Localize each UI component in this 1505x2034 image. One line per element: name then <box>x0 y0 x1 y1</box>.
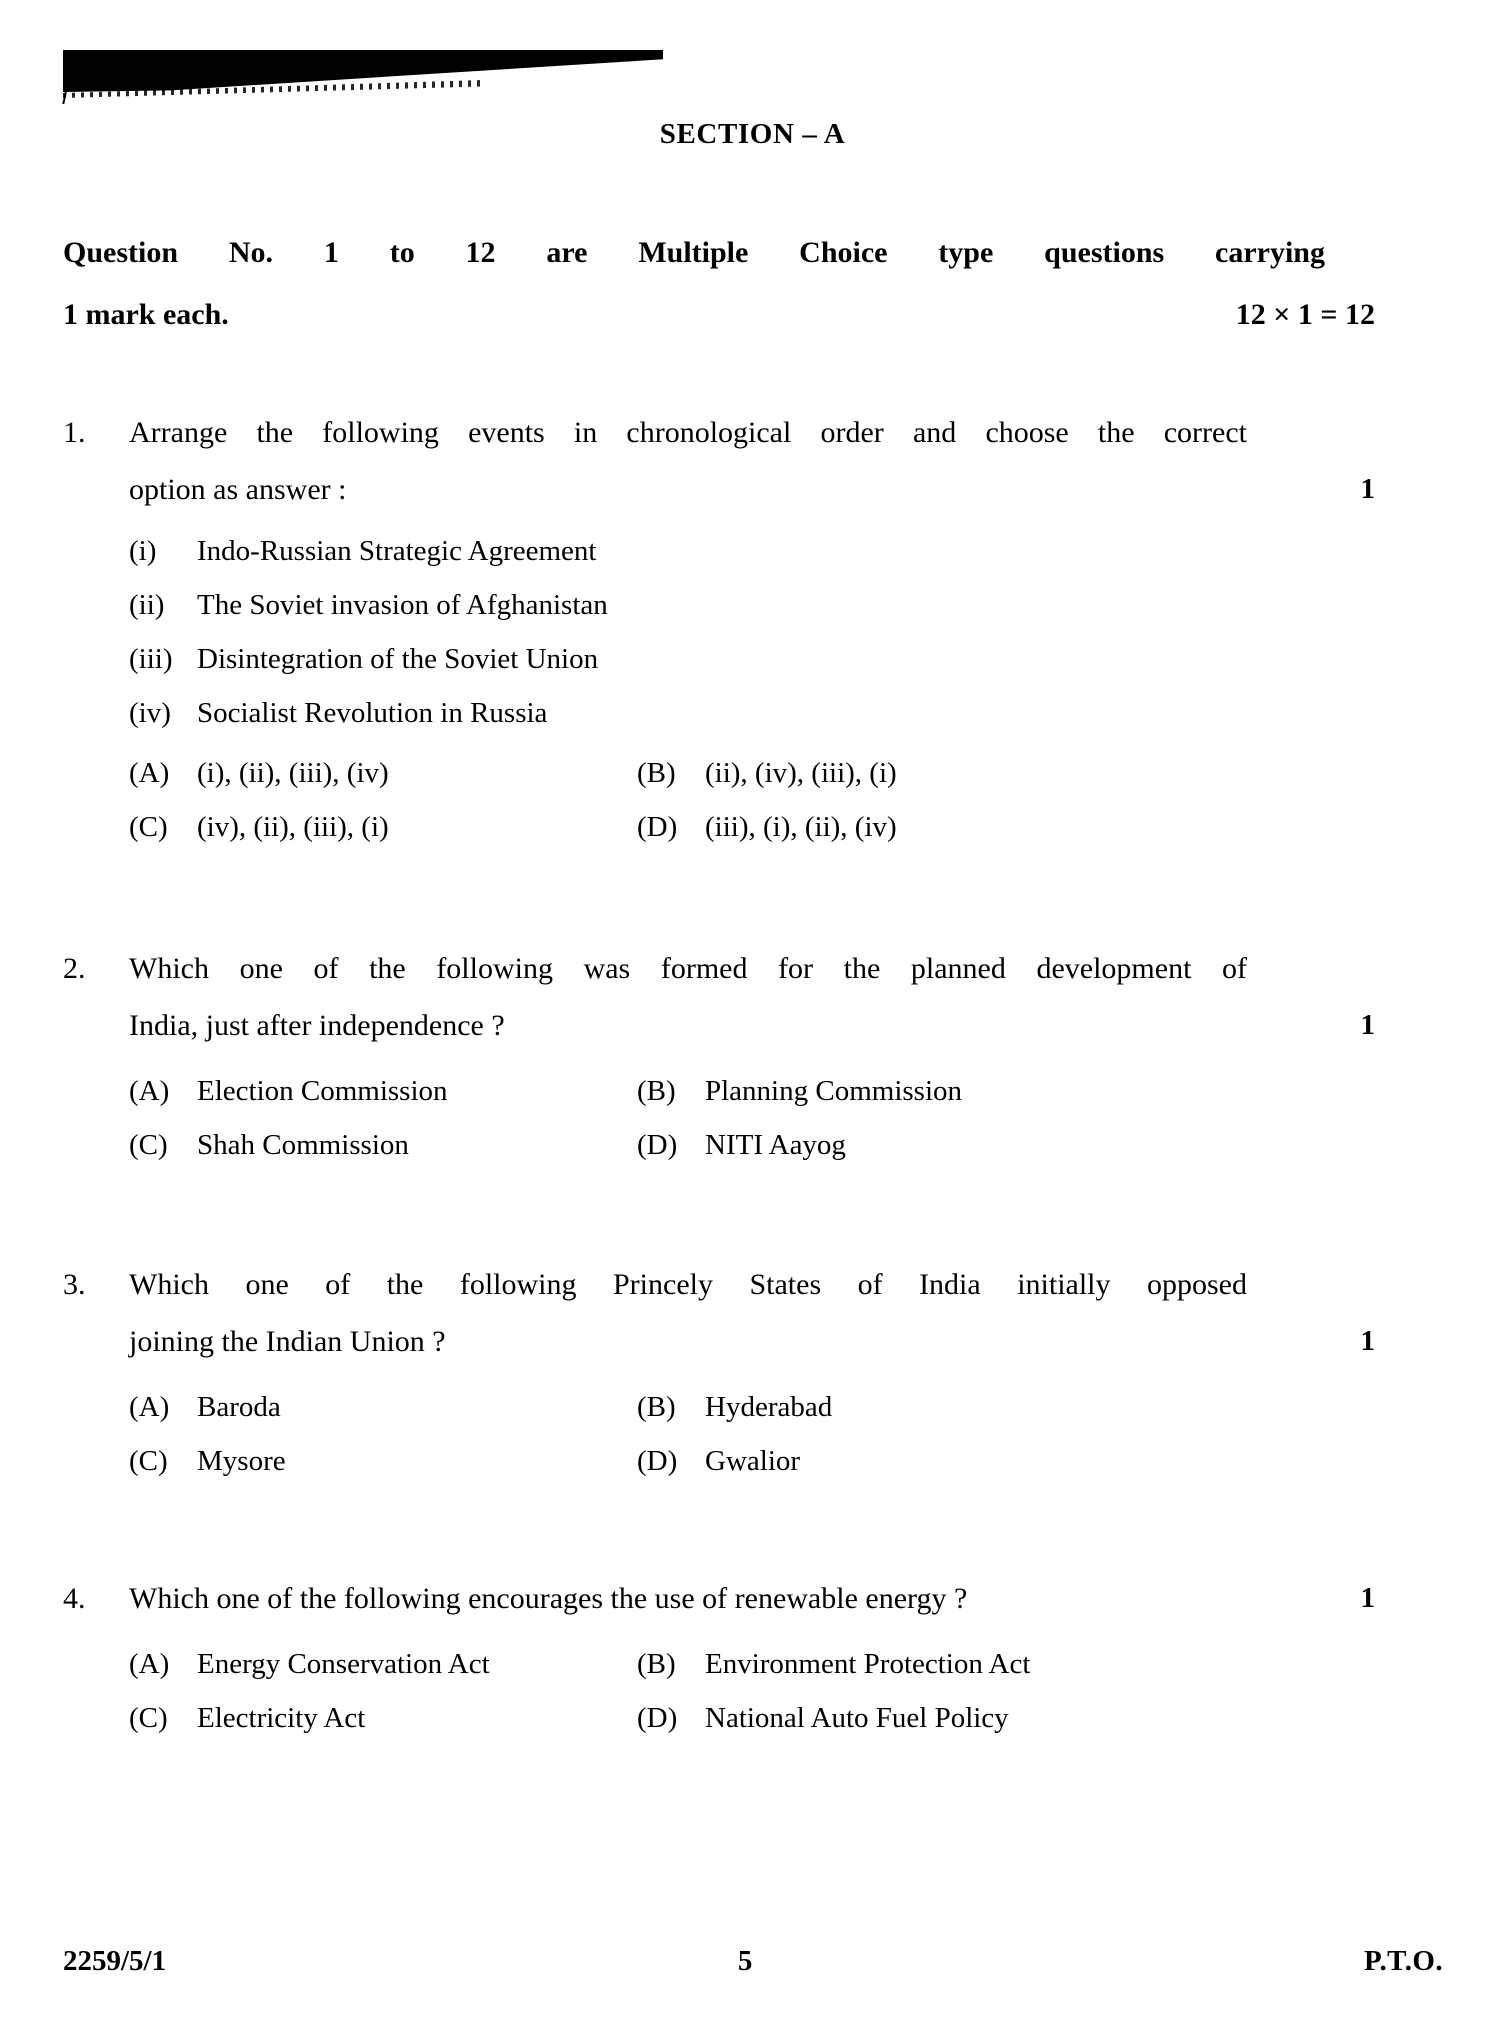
option-c[interactable] <box>129 800 637 854</box>
question-1-marks: 1 <box>1360 473 1375 505</box>
turn-over-label: P.T.O. <box>1364 1945 1443 1977</box>
option-a-text: Energy Conservation Act <box>197 1648 490 1680</box>
list-item <box>129 524 1443 578</box>
instruction-line-2: 1 mark each. <box>63 298 229 331</box>
option-a-text: Election Commission <box>197 1075 448 1107</box>
option-c-label: (C) <box>129 811 168 843</box>
option-a-label: (A) <box>129 1075 170 1107</box>
option-d-text: (iii), (i), (ii), (iv) <box>705 811 897 843</box>
option-b-text: Planning Commission <box>705 1075 963 1107</box>
option-c[interactable] <box>129 1691 637 1745</box>
question-3-text-line-1: Which one of the following Princely States of India initially opposed <box>129 1268 1247 1301</box>
sub-item-text: Socialist Revolution in Russia <box>197 697 548 729</box>
question-1-text-line-2: option as answer : <box>129 473 347 506</box>
option-b-label: (B) <box>637 757 676 789</box>
option-row <box>129 1691 1443 1745</box>
option-d[interactable] <box>637 1118 1197 1172</box>
option-a-label: (A) <box>129 1648 170 1680</box>
option-row <box>129 1118 1443 1172</box>
list-item <box>129 686 1443 740</box>
option-c-label: (C) <box>129 1129 168 1161</box>
option-c-label: (C) <box>129 1702 168 1734</box>
question-4-number: 4. <box>63 1582 86 1615</box>
option-a-label: (A) <box>129 1391 170 1423</box>
option-d-label: (D) <box>637 811 678 843</box>
option-c[interactable] <box>129 1434 637 1488</box>
option-b-text: (ii), (iv), (iii), (i) <box>705 757 897 789</box>
question-3-number: 3. <box>63 1268 86 1301</box>
question-3 <box>63 1256 1443 1488</box>
question-4-header <box>63 1570 1443 1627</box>
instruction-total-marks: 12 × 1 = 12 <box>1235 298 1375 331</box>
option-b-text: Hyderabad <box>705 1391 833 1423</box>
list-item <box>129 578 1443 632</box>
question-2 <box>63 940 1443 1172</box>
question-3-marks: 1 <box>1360 1325 1375 1357</box>
question-3-text-line-2: joining the Indian Union ? <box>129 1325 446 1358</box>
option-row <box>129 1064 1443 1118</box>
question-3-header <box>63 1256 1443 1370</box>
question-1-options <box>63 746 1443 854</box>
question-3-options <box>63 1380 1443 1488</box>
option-a-text: (i), (ii), (iii), (iv) <box>197 757 389 789</box>
question-2-marks: 1 <box>1360 1009 1375 1041</box>
page-footer <box>63 1945 1443 1978</box>
option-c-text: (iv), (ii), (iii), (i) <box>197 811 389 843</box>
question-1-number: 1. <box>63 416 86 449</box>
option-c[interactable] <box>129 1118 637 1172</box>
option-b[interactable] <box>637 746 1197 800</box>
option-b-text: Environment Protection Act <box>705 1648 1031 1680</box>
question-4-text <box>129 1570 1443 1627</box>
sub-item-text: Disintegration of the Soviet Union <box>197 643 599 675</box>
instruction-line-2-row <box>63 284 1443 346</box>
question-1-header <box>63 404 1443 518</box>
question-2-text-line-2: India, just after independence ? <box>129 1009 505 1042</box>
option-b-label: (B) <box>637 1648 676 1680</box>
option-b-label: (B) <box>637 1391 676 1423</box>
sub-item-text: The Soviet invasion of Afghanistan <box>197 589 608 621</box>
sub-item-text: Indo-Russian Strategic Agreement <box>197 535 597 567</box>
option-c-text: Mysore <box>197 1445 286 1477</box>
option-d-text: National Auto Fuel Policy <box>705 1702 1009 1734</box>
question-4 <box>63 1570 1443 1745</box>
option-a[interactable] <box>129 1637 637 1691</box>
option-a-label: (A) <box>129 757 170 789</box>
page-content <box>63 222 1443 1745</box>
list-item <box>129 632 1443 686</box>
sub-item-label: (i) <box>129 535 157 567</box>
option-d[interactable] <box>637 1434 1197 1488</box>
option-d[interactable] <box>637 1691 1197 1745</box>
question-1-sub-items <box>63 524 1443 740</box>
option-d-text: Gwalior <box>705 1445 801 1477</box>
question-1-text <box>129 404 1443 518</box>
option-d[interactable] <box>637 800 1197 854</box>
page-number: 5 <box>737 1945 753 1977</box>
option-row <box>129 800 1443 854</box>
sub-item-label: (iii) <box>129 643 173 675</box>
question-3-text <box>129 1256 1443 1370</box>
question-2-options <box>63 1064 1443 1172</box>
option-row <box>129 1380 1443 1434</box>
question-4-options <box>63 1637 1443 1745</box>
option-row <box>129 1637 1443 1691</box>
option-c-label: (C) <box>129 1445 168 1477</box>
option-a[interactable] <box>129 1380 637 1434</box>
question-2-header <box>63 940 1443 1054</box>
option-c-text: Shah Commission <box>197 1129 409 1161</box>
question-2-text <box>129 940 1443 1054</box>
paper-code: 2259/5/1 <box>63 1945 167 1977</box>
option-a[interactable] <box>129 1064 637 1118</box>
option-b[interactable] <box>637 1064 1197 1118</box>
option-d-label: (D) <box>637 1445 678 1477</box>
question-4-text-line-1: Which one of the following encourages the use of renewable energy ? <box>129 1582 968 1615</box>
option-b[interactable] <box>637 1380 1197 1434</box>
instructions-block <box>63 222 1375 346</box>
sub-item-label: (iv) <box>129 697 171 729</box>
sub-item-label: (ii) <box>129 589 165 621</box>
question-1-text-line-1: Arrange the following events in chronological order and choose the correct <box>129 416 1247 449</box>
option-a-text: Baroda <box>197 1391 281 1423</box>
option-c-text: Electricity Act <box>197 1702 366 1734</box>
question-4-marks: 1 <box>1360 1582 1375 1614</box>
option-b-label: (B) <box>637 1075 676 1107</box>
question-2-number: 2. <box>63 952 86 985</box>
scan-artifact-hook <box>62 88 77 104</box>
instruction-line-1: Question No. 1 to 12 are Multiple Choice type questions carrying <box>63 236 1325 269</box>
option-d-label: (D) <box>637 1129 678 1161</box>
section-heading: SECTION – A <box>659 118 846 150</box>
question-1 <box>63 404 1443 854</box>
question-2-text-line-1: Which one of the following was formed for the planned development of <box>129 952 1247 985</box>
option-a[interactable] <box>129 746 637 800</box>
option-row <box>129 1434 1443 1488</box>
option-d-label: (D) <box>637 1702 678 1734</box>
option-row <box>129 746 1443 800</box>
option-b[interactable] <box>637 1637 1197 1691</box>
option-d-text: NITI Aayog <box>705 1129 846 1161</box>
